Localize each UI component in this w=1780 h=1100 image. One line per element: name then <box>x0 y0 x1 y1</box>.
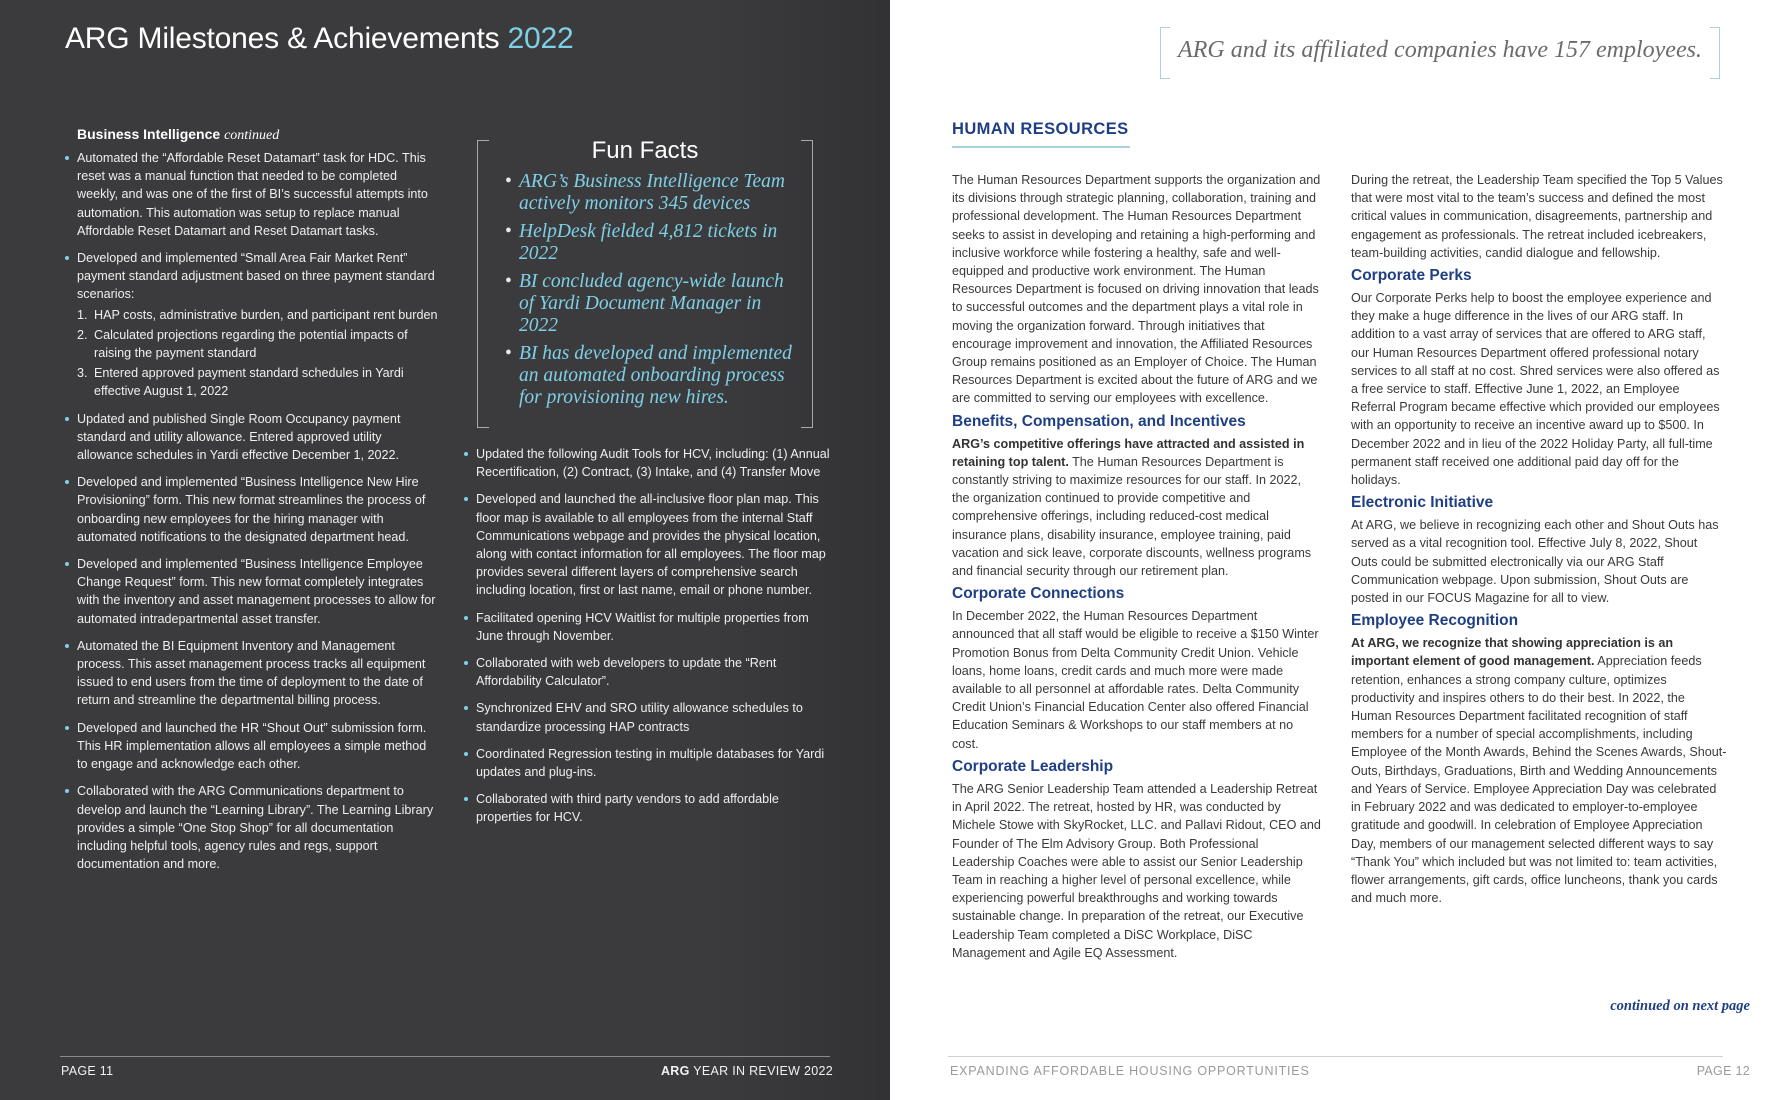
fun-fact: • BI concluded agency-wide launch of Yardi Document Manager in 2022 <box>505 271 797 337</box>
page-title-year: 2022 <box>507 22 574 55</box>
sub-list-number: 1. <box>77 307 88 322</box>
recognition-paragraph <box>1351 634 1727 907</box>
right-page <box>890 0 1780 1100</box>
sub-list-item <box>77 306 440 324</box>
benefits-text: The Human Resources Department is constantly striving to maximize resources for our staff. In 2022, the organization continued to provide competitive and comprehensive offerings, including reduced-cost medical insurance plans, disability insurance, employee training, paid vacation and sick leave, corporate discounts, wellness programs and financial security through our retirement plan. <box>952 454 1312 579</box>
section-heading <box>77 126 440 144</box>
bi-bullet-list-2 <box>464 445 834 827</box>
list-item: Updated the following Audit Tools for HCV, including: (1) Annual Recertification, (2) Contract, (3) Intake, and (4) Transfer Move <box>464 445 834 481</box>
bracket-right <box>801 140 813 428</box>
footer-text: EXPANDING AFFORDABLE HOUSING OPPORTUNITIES <box>950 1064 1310 1078</box>
section-heading-text: Business Intelligence <box>77 126 221 142</box>
fun-facts-title: Fun Facts <box>591 137 699 164</box>
list-item: Developed and launched the HR “Shout Out” submission form. This HR implementation allows all employees a simple method to engage and acknowledge each other. <box>65 719 440 774</box>
section-heading-suffix: continued <box>224 128 280 143</box>
recognition-heading: Employee Recognition <box>1351 612 1519 630</box>
sub-list-number: 3. <box>77 366 88 381</box>
sub-list-text: Calculated projections regarding the potential impacts of raising the payment standard <box>94 327 408 361</box>
sub-list-text: Entered approved payment standard schedules in Yardi effective August 1, 2022 <box>94 366 404 399</box>
section-title: HUMAN RESOURCES <box>952 120 1129 138</box>
fun-fact: • BI has developed and implemented an automated onboarding process for provisioning new hires. <box>505 343 797 409</box>
hr-column-2 <box>1351 171 1727 912</box>
recognition-text: Appreciation feeds retention, enhances a strong company culture, optimizes productivity and inspires others to do their best. In 2022, the Human Resources Department facilitated recognition of staff members for a number of special accomplishments, including Employee of the Month Awards, Behind the Scenes Awards, Shout-Outs, Birthdays, Graduations, Birth and Wedding Announcements and Years of Service. Employee Appreciation Day was celebrated in February 2022 and was dedicated to employer-to-employee gratitude and goodwill. In celebration of Employee Appreciation Day, members of our management selected different ways to say “Thank You” which included but was not limited to: team activities, flower arrangements, gift cards, office luncheons, thank you cards and much more. <box>1351 654 1727 906</box>
list-item: Synchronized EHV and SRO utility allowance schedules to standardize processing HAP contracts <box>464 699 834 735</box>
list-item: Updated and published Single Room Occupancy payment standard and utility allowance. Entered approved utility allowance schedules in Yardi effective December 1, 2022. <box>65 410 440 465</box>
sub-list-item <box>77 364 440 400</box>
benefits-heading: Benefits, Compensation, and Incentives <box>952 412 1246 430</box>
section-title-underline <box>952 146 1130 148</box>
page-title-text: ARG Milestones & Achievements <box>65 22 500 55</box>
leadership-paragraph: The ARG Senior Leadership Team attended a Leadership Retreat in April 2022. The retreat, hosted by HR, was conducted by Michele Stowe with SkyRocket, LLC. and Pallavi Ridout, CEO and Founder of The Elm Advisory Group. Both Professional Leadership Coaches were able to assist our Senior Leadership Team in reaching a higher level of personal excellence, while experiencing powerful breakthroughs and working towards sustainable change. In preparation of the retreat, our Executive Leadership Team completed a DiSC Workplace, DiSC Management and Agile EQ Assessment. <box>952 781 1321 960</box>
fun-facts-list <box>477 171 813 409</box>
list-item: Collaborated with third party vendors to add affordable properties for HCV. <box>464 790 834 826</box>
middle-column <box>464 445 834 836</box>
left-column <box>65 126 440 882</box>
hr-column-1 <box>952 171 1322 967</box>
list-item: Collaborated with web developers to update the “Rent Affordability Calculator”. <box>464 654 834 690</box>
list-item: Facilitated opening HCV Waitlist for multiple properties from June through November. <box>464 609 834 645</box>
fun-fact: • ARG’s Business Intelligence Team actively monitors 345 devices <box>505 171 797 215</box>
sub-list-number: 2. <box>77 327 88 342</box>
list-item: Coordinated Regression testing in multiple databases for Yardi updates and plug-ins. <box>464 745 834 781</box>
recognition-lead: At ARG, we recognize that showing appreciation is an important element of good management. <box>1351 636 1674 669</box>
fun-facts-box <box>477 137 813 428</box>
list-item-text: Developed and implemented “Small Area Fair Market Rent” payment standard adjustment based on three payment standard scenarios: <box>77 251 435 302</box>
bracket-right <box>1710 27 1720 79</box>
leadership-heading: Corporate Leadership <box>952 757 1114 775</box>
bracket-left <box>477 140 489 428</box>
benefits-lead: ARG’s competitive offerings have attracted and assisted in retaining top talent. <box>952 436 1305 469</box>
footer-divider <box>60 1056 830 1057</box>
list-item: Automated the BI Equipment Inventory and Management process. This asset management process tracks all equipment issued to end users from the time of deployment to the date of return and streamline the departmental billing process. <box>65 637 440 710</box>
numbered-sub-list <box>77 306 440 401</box>
connections-paragraph: In December 2022, the Human Resources Department announced that all staff would be eligible to receive a $150 Winter Promotion Bonus from Delta Community Credit Union. Vehicle loans, home loans, credit cards and much more were made available to all personnel at affordable rates. Delta Community Credit Union’s Financial Education Center also offered Financial Education Seminars & Workshops to our staff members at no cost. <box>952 609 1319 751</box>
bi-bullet-list <box>65 149 440 873</box>
page-number: PAGE 12 <box>1696 1064 1750 1078</box>
page-number: PAGE 11 <box>61 1064 114 1078</box>
list-item: Developed and implemented “Business Intelligence New Hire Provisioning” form. This new format streamlines the process of onboarding new employees for the hiring manager with automated notifications to the designated department head. <box>65 473 440 546</box>
bracket-left <box>1160 27 1170 79</box>
list-item <box>65 249 440 401</box>
fun-fact: • HelpDesk fielded 4,812 tickets in 2022 <box>505 221 797 265</box>
perks-paragraph: Our Corporate Perks help to boost the employee experience and they make a huge difference in the lives of our ARG staff. In addition to a vast array of services that are offered to ARG staff, our Human Resources Department offered professional notary services to all staff at no cost. Shred services were also offered as a free service to staff. Effective June 1, 2022, an Employee Referral Program became effective which provided our employees with an opportunity to receive an incentive award up to $500. In December 2022 and in lieu of the 2022 Holiday Party, all full-time permanent staff received one additional paid day off for the holidays. <box>1351 291 1720 488</box>
list-item: Developed and launched the all-inclusive floor plan map. This floor map is available to all employees from the internal Staff Communications webpage and provides the physical location, along with contact information for all employees. The floor map provides several different layers of comprehensive search including location, first or last name, email or phone number. <box>464 490 834 599</box>
footer-divider <box>948 1056 1723 1057</box>
list-item: Developed and implemented “Business Intelligence Employee Change Request” form. This new format completely integrates with the inventory and asset management processes to allow for automated intradepartmental asset transfer. <box>65 555 440 628</box>
pull-quote-text: ARG and its affiliated companies have 157 employees. <box>1178 37 1702 63</box>
perks-heading: Corporate Perks <box>1351 267 1472 285</box>
retreat-paragraph: During the retreat, the Leadership Team specified the Top 5 Values that were most vital to the team’s success and defined the most critical values in communication, disagreements, partnership and engagement as professionals. The retreat included icebreakers, team-building activities, candid dialogue and fellowship. <box>1351 173 1723 260</box>
benefits-paragraph <box>952 435 1322 581</box>
continued-note: continued on next page <box>1610 998 1750 1014</box>
footer-brand: ARG <box>660 1064 690 1078</box>
intro-paragraph: The Human Resources Department supports the organization and its divisions through strategic planning, collaboration, training and professional development. The Human Resources Department seeks to assist in developing and retaining a high-performing and inclusive workforce while fostering a healthy, safe and well-equipped and productive work environment. The Human Resources Department is focused on driving innovation that leads to successful outcomes and the department plays a vital role in moving the organization forward. Through initiatives that encourage improvement and innovation, the Affiliated Resources Group remains positioned as an Employer of Choice. The Human Resources Department is excited about the future of ARG and we are committed to serving our employees with excellence. <box>952 173 1321 406</box>
pull-quote <box>1160 27 1720 79</box>
connections-heading: Corporate Connections <box>952 585 1125 603</box>
list-item: Automated the “Affordable Reset Datamart” task for HDC. This reset was a manual function that needed to be completed weekly, and was one of the first of BI’s successful attempts into automation. This automation was setup to replace manual Affordable Reset Datamart and Reset Datamart tasks. <box>65 149 440 240</box>
sub-list-item <box>77 326 440 362</box>
electronic-paragraph: At ARG, we believe in recognizing each other and Shout Outs has served as a vital recognition tool. Effective July 8, 2022, Shout Outs could be submitted electronically via our ARG Staff Communication webpage. Upon submission, Shout Outs are posted in our FOCUS Magazine for all to view. <box>1351 518 1719 606</box>
footer-title <box>661 1064 833 1078</box>
list-item: Collaborated with the ARG Communications department to develop and launch the “Learning Library”. The Learning Library provides a simple “One Stop Shop” for all documentation including helpful tools, agency rules and regs, support documentation and more. <box>65 782 440 873</box>
page-title <box>65 22 573 56</box>
electronic-heading: Electronic Initiative <box>1351 494 1494 512</box>
footer-text: YEAR IN REVIEW 2022 <box>693 1064 833 1078</box>
sub-list-text: HAP costs, administrative burden, and participant rent burden <box>94 307 438 322</box>
